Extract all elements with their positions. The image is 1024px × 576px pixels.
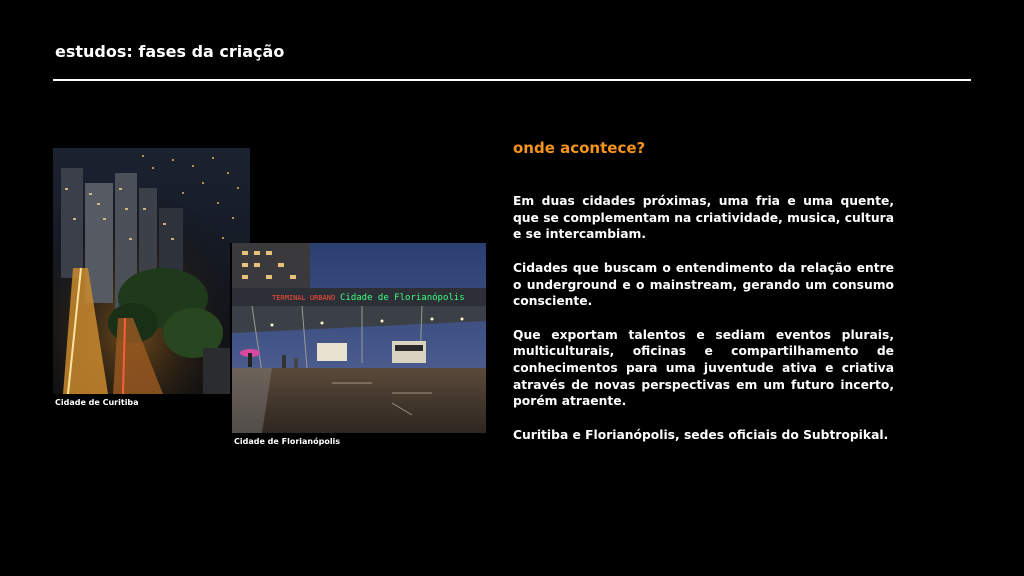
- florianopolis-caption: Cidade de Florianópolis: [234, 437, 341, 446]
- curitiba-caption: Cidade de Curitiba: [55, 398, 139, 407]
- paragraph: Que exportam talentos e sediam eventos plurais, multiculturais, oficinas e compartilhamento de conhecimentos para uma juventude ativa e criativa através de novas perspectivas em um futuro incerto, porém atraente.: [513, 327, 894, 409]
- body-text: [513, 193, 894, 460]
- city-sign: Cidade de Florianópolis: [340, 293, 465, 303]
- paragraph: Curitiba e Florianópolis, sedes oficiais do Subtropikal.: [513, 427, 889, 442]
- section-heading: onde acontece?: [513, 139, 646, 157]
- terminal-sign: TERMINAL URBANO: [272, 294, 336, 302]
- slide-title: estudos: fases da criação: [55, 42, 285, 61]
- paragraph: Cidades que buscam o entendimento da relação entre o underground e o mainstream, gerando um consumo consciente.: [513, 260, 894, 309]
- curitiba-photo: [53, 148, 250, 394]
- paragraph: Em duas cidades próximas, uma fria e uma quente, que se complementam na criatividade, musica, cultura e se intercambiam.: [513, 194, 894, 242]
- florianopolis-photo: [232, 243, 486, 433]
- title-divider: [53, 79, 971, 81]
